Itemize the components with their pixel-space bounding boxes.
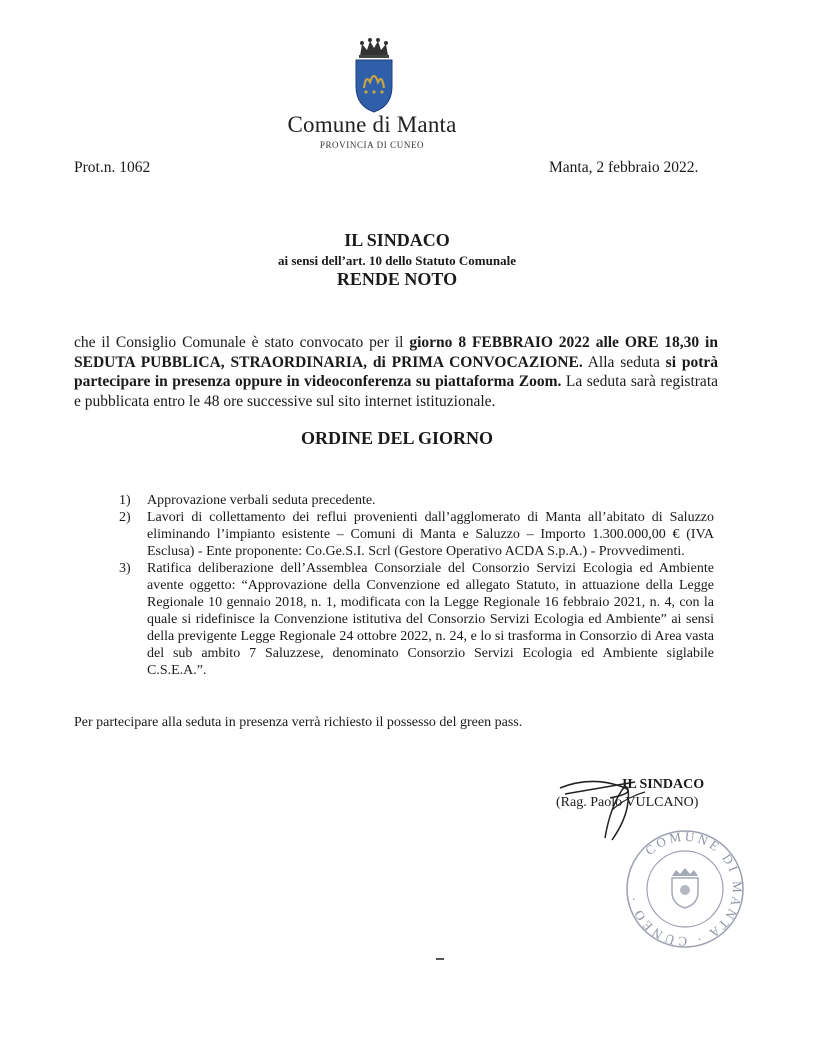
agenda-item-text: Ratifica deliberazione dell’Assemblea Consorziale del Consorzio Servizi Ecologia ed Ambiente avente oggetto: “Approvazione della Convenzione ed allegato Statuto, in attuazione della Legge Regionale 10 gennaio 2018, n. 1, modificata con la Legge Regionale 16 febbraio 2021, n. 4, con la quale si ridefinisce la Convenzione istitutiva del Consorzio Servizi Ecologia ed Ambiente” ai sensi della previgente Legge Regionale 24 ottobre 2022, n. 24, e lo si trasforma in Consorzio di Area vasta del sub ambito 7 Saluzzese, denominato Consorzio Servizi Ecologia ed Ambiente siglabile C.S.E.A.”.	[147, 561, 714, 678]
municipal-crest-logo	[350, 36, 398, 114]
province-name: PROVINCIA DI CUNEO	[319, 140, 425, 150]
intro-text-2: Alla seduta	[582, 353, 666, 371]
intro-bold-1: giorno 8 FEBBRAIO 2022 alle ORE 18,30 in SEDUTA PUBBLICA, STRAORDINARIA, di PRIMA CONVOCAZIONE.	[74, 334, 718, 371]
signer-title: IL SINDACO	[622, 777, 705, 792]
heading-subtitle: ai sensi dell’art. 10 dello Statuto Comunale	[278, 253, 516, 268]
agenda-item-number: 1)	[119, 493, 131, 508]
scan-speck	[436, 958, 444, 961]
agenda-item-text: Approvazione verbali seduta precedente.	[147, 493, 376, 508]
seal-text: COMUNE DI MANTA · CUNEO ·	[625, 828, 746, 950]
agenda-item	[119, 492, 714, 509]
intro-bold-2: si potrà partecipare in presenza oppure in videoconferenza su piattaforma Zoom.	[74, 353, 718, 390]
agenda-item-number: 2)	[119, 510, 131, 525]
place-date: Manta, 2 febbraio 2022.	[549, 159, 699, 176]
agenda-list	[119, 492, 714, 679]
agenda-item-text: Lavori di collettamento dei reflui provenienti dall’agglomerato di Manta all’abitato di Saluzzo eliminando l’impianto esistente – Comuni di Manta e Saluzzo – Importo 1.300.000,00 € (IVA Esclusa) - Ente proponente: Co.Ge.S.I. Scrl (Gestore Operativo ACDA S.p.A.) - Provvedimenti.	[147, 510, 714, 559]
municipality-name: Comune di Manta	[287, 112, 457, 137]
agenda-item-number: 3)	[119, 561, 131, 576]
heading-announce: RENDE NOTO	[336, 269, 458, 289]
agenda-item	[119, 509, 714, 560]
protocol-number: Prot.n. 1062	[74, 159, 151, 176]
intro-text-3: La seduta sarà registrata e pubblicata entro le 48 ore successive sul sito internet istituzionale.	[74, 373, 718, 410]
agenda-item	[119, 560, 714, 679]
green-pass-note: Per partecipare alla seduta in presenza verrà richiesto il possesso del green pass.	[74, 715, 523, 730]
intro-paragraph	[74, 333, 718, 411]
official-seal	[622, 826, 748, 952]
heading-title: IL SINDACO	[344, 230, 450, 250]
intro-text-1: che il Consiglio Comunale è stato convocato per il	[74, 334, 410, 351]
agenda-title: ORDINE DEL GIORNO	[300, 428, 494, 448]
signer-name: (Rag. Paolo VULCANO)	[556, 795, 699, 810]
